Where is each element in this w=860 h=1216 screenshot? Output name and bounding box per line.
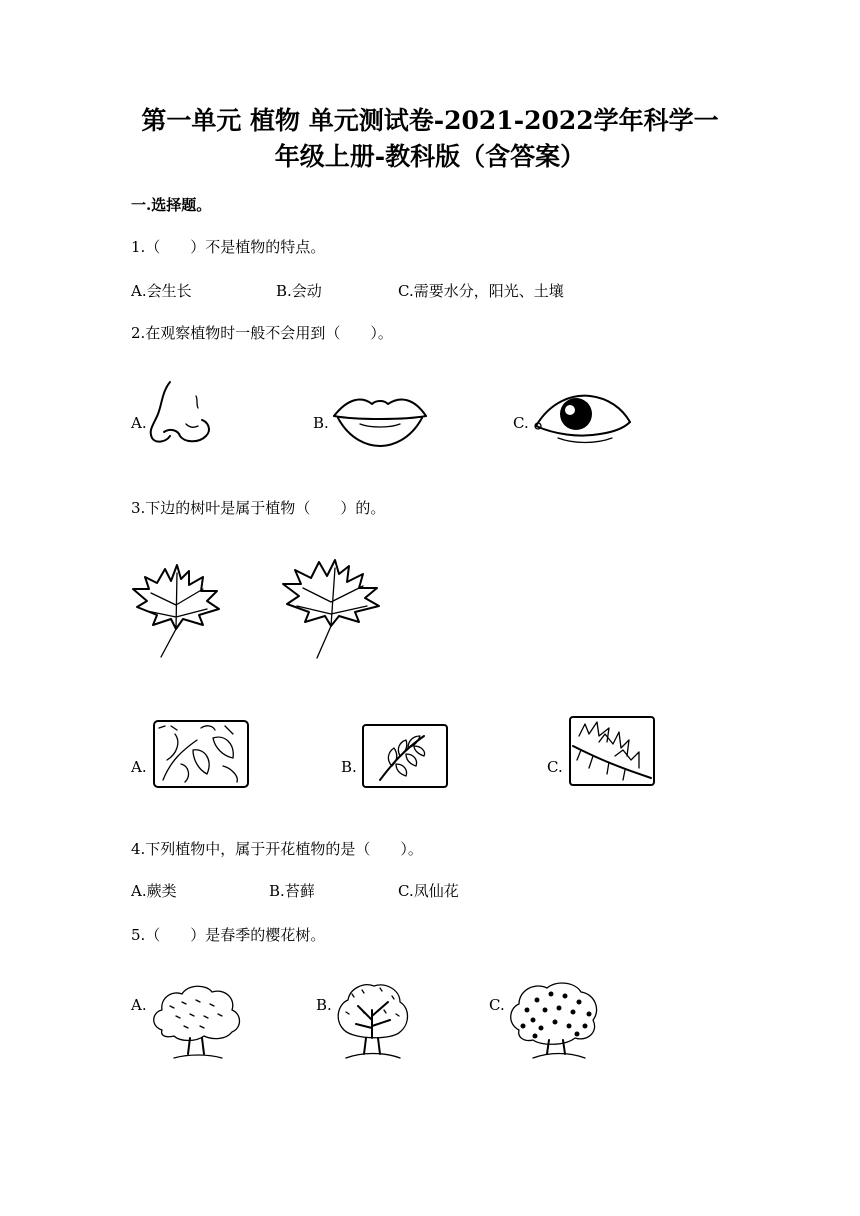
plant-photo-c — [569, 716, 655, 786]
lips-icon — [330, 390, 430, 448]
question-2-option-c: C. — [513, 414, 529, 432]
question-4-option-a: A.蕨类 — [131, 882, 177, 900]
plant-photo-a — [153, 720, 249, 788]
maple-leaf-icon — [131, 565, 221, 660]
question-4-stem: 4.下列植物中，属于开花植物的是（ ）。 — [131, 840, 423, 858]
question-2-stem: 2.在观察植物时一般不会用到（ ）。 — [131, 324, 393, 342]
question-2-option-a: A. — [131, 414, 147, 432]
question-1-stem: 1.（ ）不是植物的特点。 — [131, 238, 326, 256]
question-4-option-c: C.凤仙花 — [398, 882, 459, 900]
maple-leaf-icon — [283, 560, 383, 660]
question-5-option-a: A. — [131, 996, 147, 1014]
question-3-option-c: C. — [547, 758, 563, 776]
question-3-option-b: B. — [341, 758, 357, 776]
question-3-option-a: A. — [131, 758, 147, 776]
nose-icon — [146, 378, 216, 448]
section-heading: 一.选择题。 — [131, 196, 212, 214]
eye-icon — [530, 388, 634, 448]
question-3-stem: 3.下边的树叶是属于植物（ ）的。 — [131, 499, 386, 517]
tree-bare-icon — [332, 980, 412, 1066]
question-2-option-b: B. — [313, 414, 329, 432]
plant-photo-b — [362, 724, 448, 788]
tree-full-icon — [148, 982, 244, 1064]
question-1-option-b: B.会动 — [276, 282, 322, 300]
page-title-line-2: 年级上册-教科版（含答案） — [274, 142, 586, 171]
page-title-line-1: 第一单元 植物 单元测试卷-2021-2022学年科学一 — [141, 106, 719, 135]
question-5-option-c: C. — [489, 996, 505, 1014]
question-1-option-a: A.会生长 — [131, 282, 192, 300]
question-5-option-b: B. — [316, 996, 332, 1014]
tree-blossom-icon — [505, 980, 605, 1066]
question-1-option-c: C.需要水分，阳光、土壤 — [398, 282, 564, 300]
question-5-stem: 5.（ ）是春季的樱花树。 — [131, 926, 326, 944]
question-4-option-b: B.苔藓 — [269, 882, 315, 900]
